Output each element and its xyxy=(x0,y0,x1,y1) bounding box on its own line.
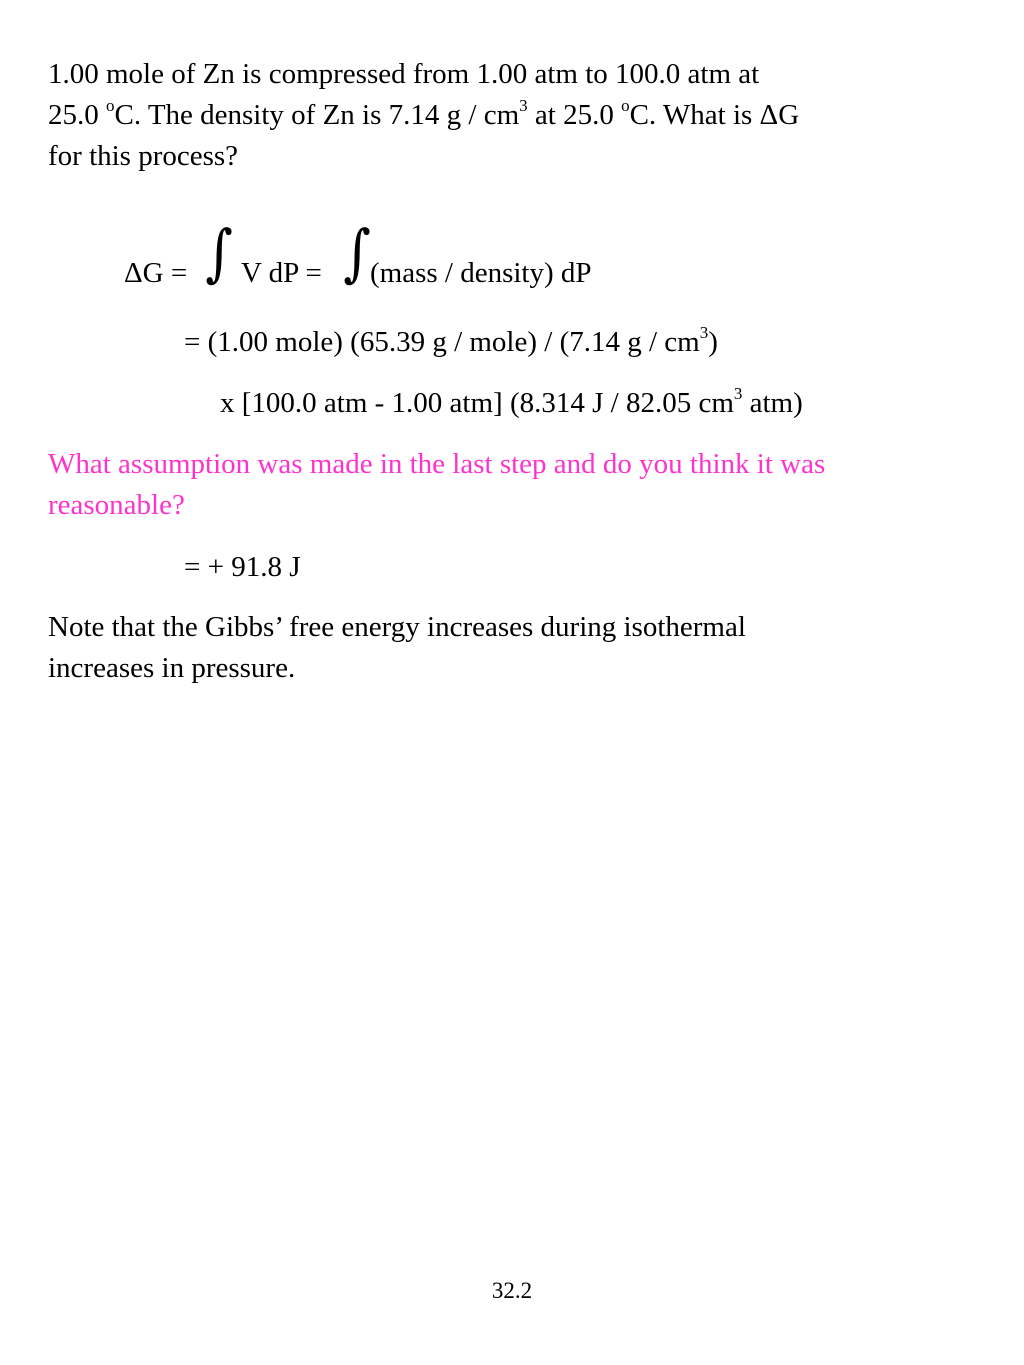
note-line-2: increases in pressure. xyxy=(48,652,296,684)
assumption-question xyxy=(48,444,988,526)
equation-lhs: ΔG = xyxy=(124,257,188,289)
equation-term-1: V dP = xyxy=(241,257,322,289)
problem-line-2: 25.0 $^o$C. The density of Zn is 7.14 g / $cm^3$ at 25.0 $^o$C. What is ΔG xyxy=(48,96,800,131)
problem-statement xyxy=(48,54,988,177)
superscript-3: 3 xyxy=(733,384,743,404)
page-number: 32.2 xyxy=(491,1278,533,1303)
superscript-3: 3 xyxy=(519,96,528,116)
problem-line-1: 1.00 mole of Zn is compressed from 1.00 atm to 100.0 atm at xyxy=(48,58,760,90)
note-line-1: Note that the Gibbs’ free energy increases during isothermal xyxy=(48,611,746,643)
question-line-1: What assumption was made in the last step and do you think it was xyxy=(48,448,826,480)
superscript-3: 3 xyxy=(699,323,709,343)
result-value: = + 91.8 J xyxy=(184,551,301,583)
integral-sign-1: ∫ xyxy=(205,216,233,289)
calculation-step-1: = (1.00 mole) (65.39 g / mole) / (7.14 g / $cm^3$) xyxy=(184,323,718,358)
integral-sign-2: ∫ xyxy=(343,216,371,289)
degree-symbol: o xyxy=(621,96,630,116)
degree-symbol: o xyxy=(106,96,115,116)
note-paragraph xyxy=(48,607,988,689)
question-line-2: reasonable? xyxy=(48,489,185,521)
problem-line-3: for this process? xyxy=(48,140,239,172)
calculation-step-2: x [100.0 atm - 1.00 atm] (8.314 J / 82.05 $cm^3$ atm) xyxy=(220,384,803,419)
equation-term-2: (mass / density) dP xyxy=(370,257,592,289)
